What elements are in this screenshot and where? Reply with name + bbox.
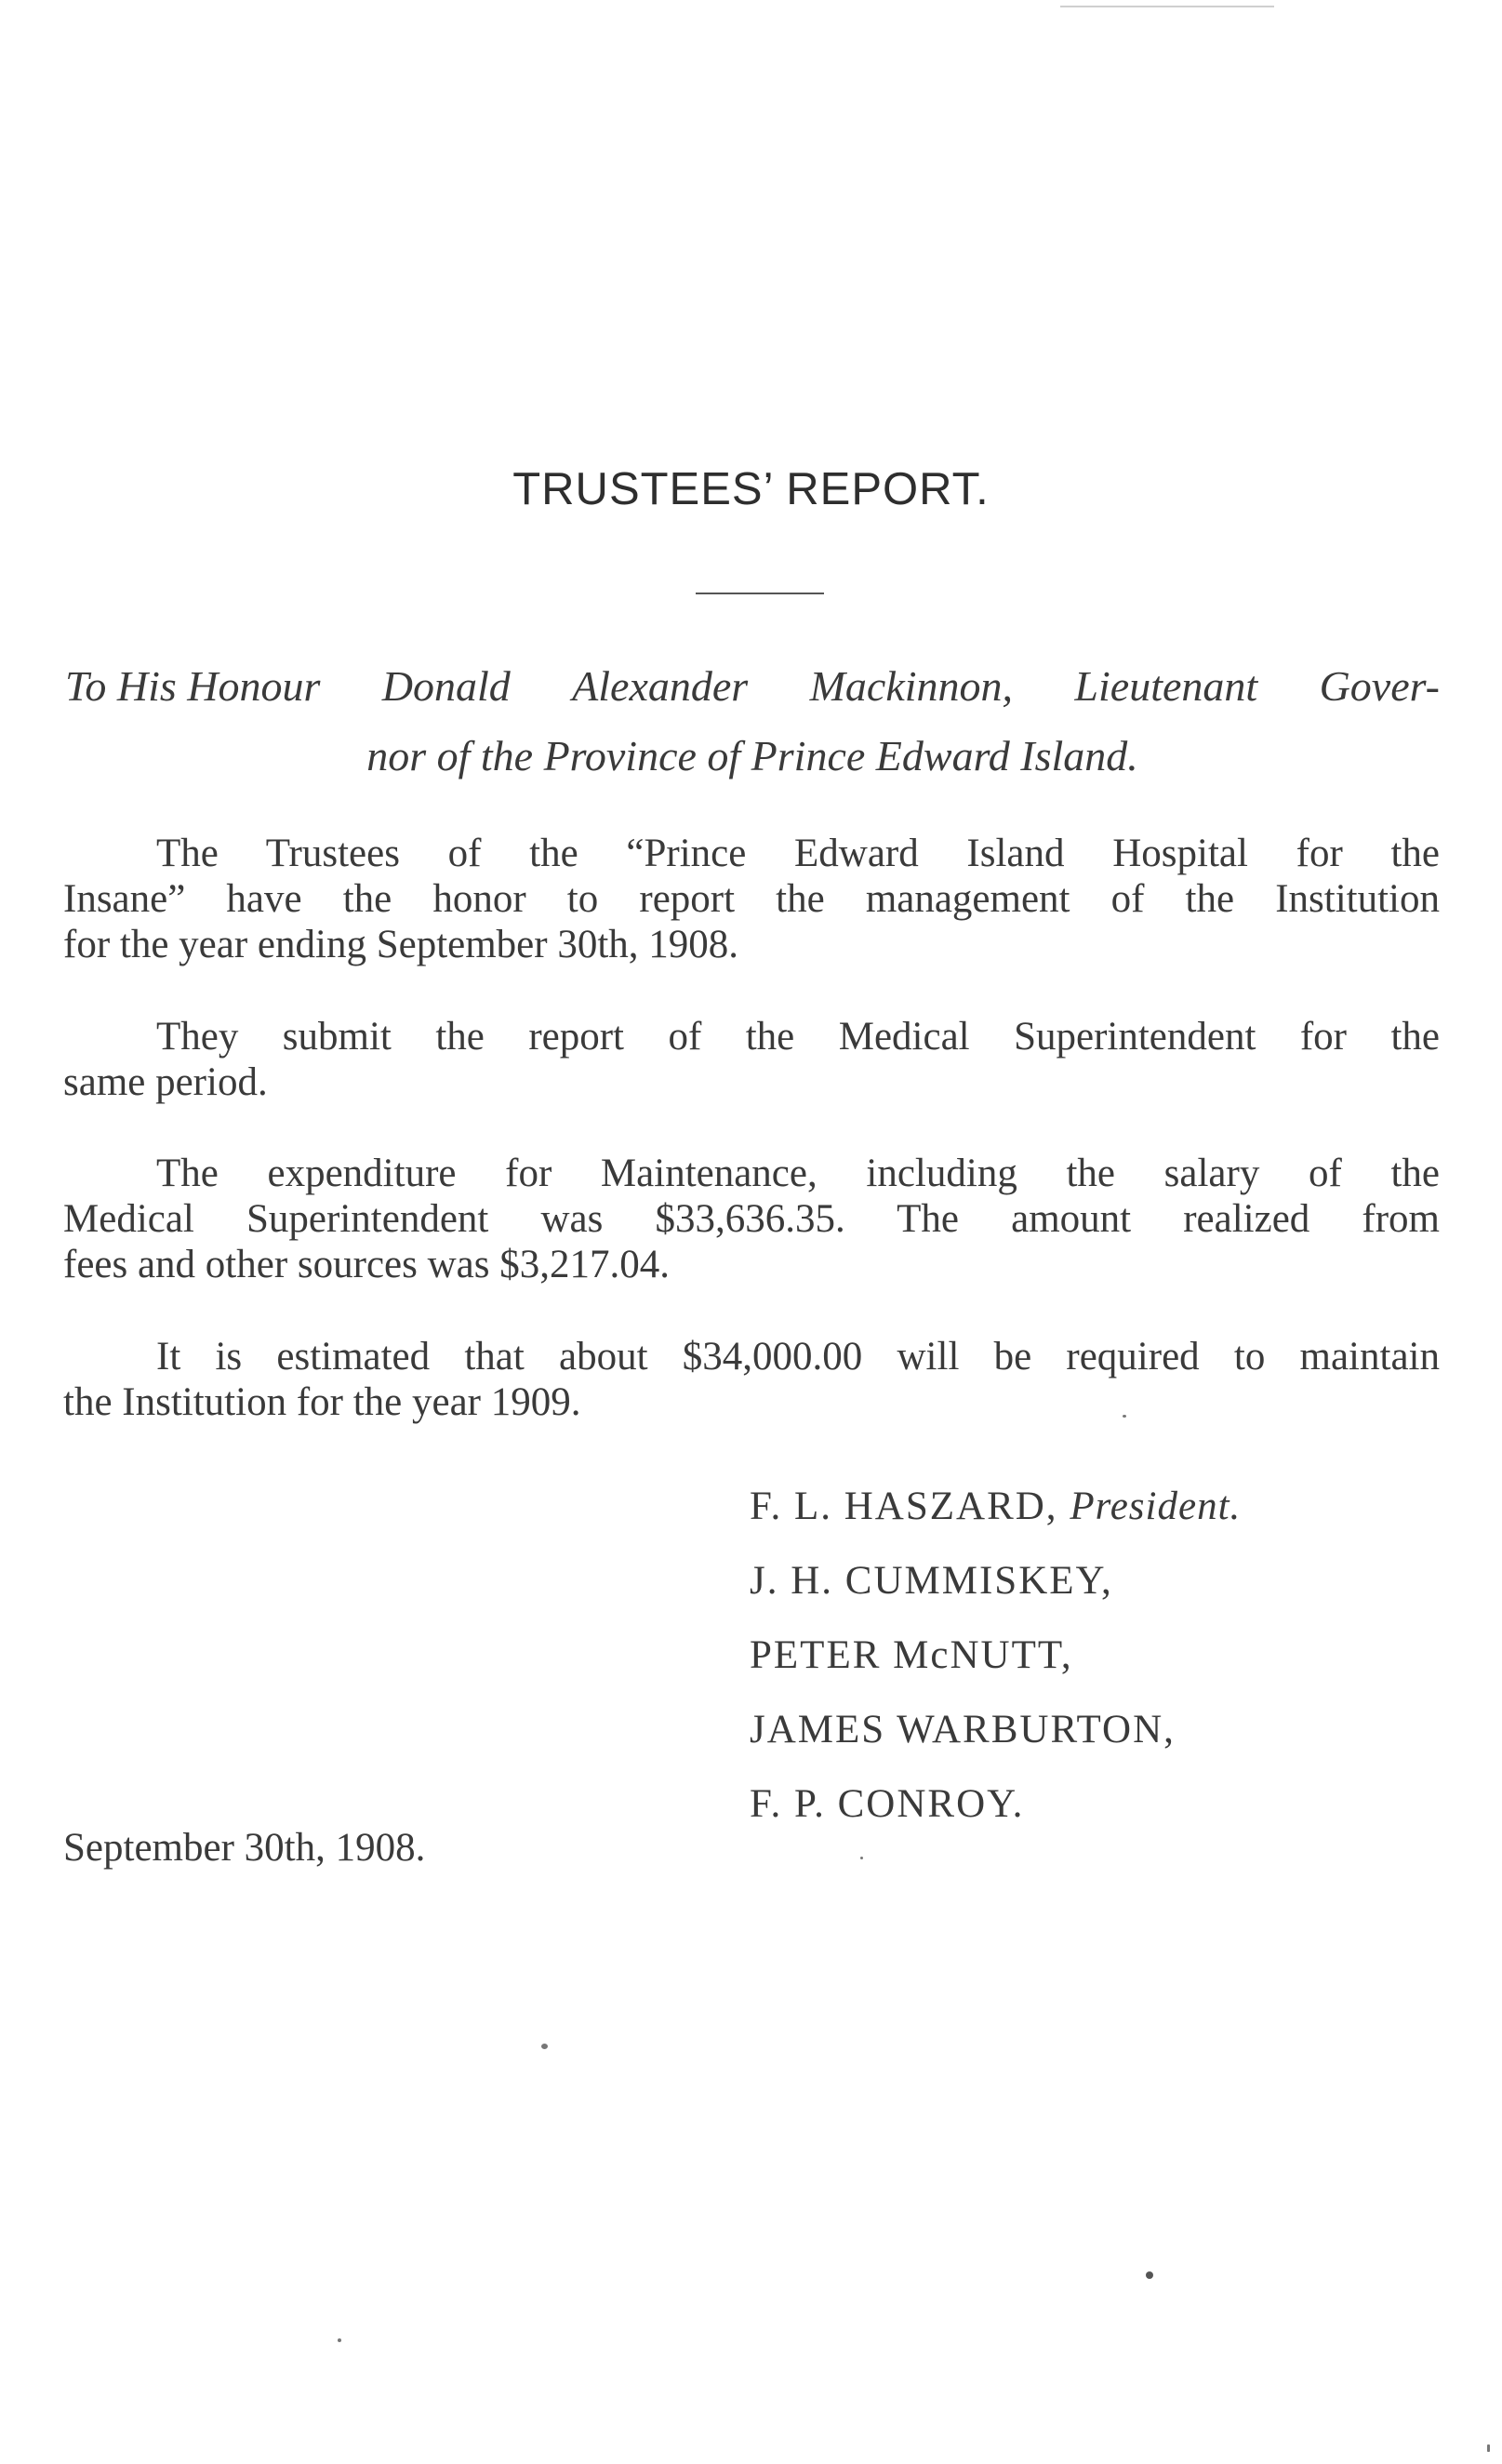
address-word: To His Honour <box>65 662 321 710</box>
scan-speck <box>1146 2271 1153 2279</box>
paragraph-line: the Institution for the year 1909. <box>63 1380 581 1424</box>
signatory-role: President. <box>1070 1485 1242 1528</box>
signatory-name: F. L. HASZARD, <box>750 1485 1058 1528</box>
signatory-list <box>750 1470 1456 1842</box>
address-word: Alexander <box>572 662 749 710</box>
signatory-name: JAMES WARBURTON, <box>750 1708 1176 1751</box>
paragraph-line: The Trustees of the “Prince Edward Island Hospital for the <box>156 832 1440 875</box>
address-line-1 <box>65 651 1440 721</box>
address-word: Lieutenant <box>1074 662 1258 710</box>
address-word: Donald <box>381 662 511 710</box>
signatory-name: J. H. CUMMISKEY, <box>750 1559 1113 1603</box>
address-word: Gover- <box>1319 662 1440 710</box>
scan-speck <box>338 2338 341 2342</box>
paragraph-expenditure <box>63 1151 1440 1287</box>
paragraph-line: They submit the report of the Medical Superintendent for the <box>156 1015 1440 1059</box>
scan-speck <box>1123 1415 1126 1418</box>
address-word: Mackinnon, <box>809 662 1014 710</box>
paragraph-line: It is estimated that about $34,000.00 will be required to maintain <box>156 1335 1440 1379</box>
address-block <box>65 651 1440 791</box>
paragraph-line: for the year ending September 30th, 1908. <box>63 923 739 966</box>
paragraph-line: Insane” have the honor to report the management of the Institution <box>63 877 1440 921</box>
paragraph-line: The expenditure for Maintenance, including the salary of the <box>156 1152 1440 1195</box>
paragraph-medical-report <box>63 1014 1440 1105</box>
signatory <box>750 1618 1456 1693</box>
paragraph-line: Medical Superintendent was $33,636.35. The amount realized from <box>63 1197 1440 1241</box>
title-divider <box>696 593 824 594</box>
paragraph-line: fees and other sources was $3,217.04. <box>63 1243 670 1286</box>
scan-speck <box>1487 2444 1490 2452</box>
signatory-name: PETER McNUTT, <box>750 1633 1073 1677</box>
signatory <box>750 1544 1456 1618</box>
signatory <box>750 1693 1456 1767</box>
scan-speck <box>860 1857 863 1859</box>
report-date: September 30th, 1908. <box>63 1826 426 1870</box>
signatory <box>750 1767 1456 1842</box>
signatory <box>750 1470 1456 1544</box>
signatory-name: F. P. CONROY. <box>750 1782 1025 1826</box>
paragraph-estimate <box>63 1334 1440 1425</box>
paragraph-line: same period. <box>63 1060 268 1104</box>
scan-speck <box>541 2044 548 2049</box>
report-title: TRUSTEES’ REPORT. <box>512 464 990 514</box>
address-line-2: nor of the Province of Prince Edward Island. <box>366 732 1138 779</box>
paragraph-management <box>63 831 1440 967</box>
scan-mark <box>1060 0 1274 7</box>
